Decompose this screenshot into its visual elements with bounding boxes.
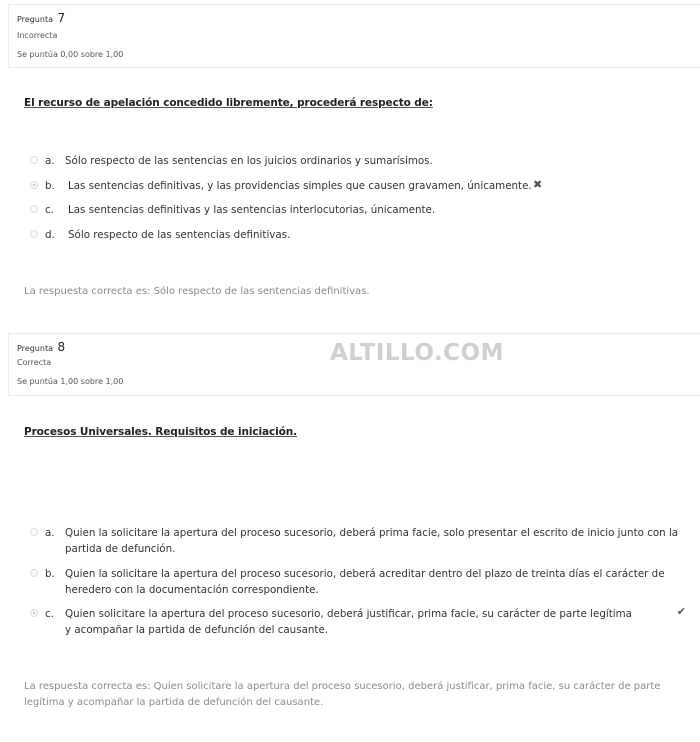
question-text: El recurso de apelación concedido libremente, procederá respecto de: (24, 97, 433, 109)
question-number (17, 340, 65, 354)
answer-text: Quien solicitare la apertura del proceso sucesorio, deberá justificar, prima facie, su carácter de parte legítima y acompañar la partida de defunción del causante. (65, 608, 632, 636)
question-state: Incorrecta (17, 31, 58, 40)
radio-button[interactable] (30, 230, 38, 238)
answer-letter: d. (45, 229, 55, 241)
watermark: ALTILLO.COM (330, 340, 504, 366)
answer-letter: a. (45, 527, 55, 539)
answer-letter: c. (45, 204, 54, 216)
radio-button[interactable] (30, 156, 38, 164)
radio-button[interactable] (30, 205, 38, 213)
question-number-value: 8 (57, 340, 66, 354)
question-label: Pregunta (17, 15, 53, 24)
answer-text: Quien la solicitare la apertura del proceso sucesorio, deberá acreditar dentro del plazo de treinta días el carácter de heredero con la documentación correspondiente. (65, 568, 665, 596)
answer-letter: a. (45, 155, 55, 167)
answer-letter: b. (45, 568, 55, 580)
question-grade: Se puntúa 1,00 sobre 1,00 (17, 377, 124, 386)
correct-check-icon: ✔ (676, 605, 686, 618)
answer-letter: b. (45, 180, 55, 192)
question-number (17, 11, 65, 25)
question-state: Correcta (17, 358, 52, 367)
incorrect-icon: ✖ (533, 178, 543, 191)
answer-text: Quien la solicitare la apertura del proceso sucesorio, deberá prima facie, solo presentar el escrito de inicio junto con la partida de defunción. (65, 527, 679, 555)
radio-button[interactable] (30, 569, 38, 577)
answer-text: Las sentencias definitivas y las sentencias interlocutorias, únicamente. (68, 204, 436, 216)
radio-button-selected[interactable] (30, 609, 38, 617)
answer-text: Las sentencias definitivas, y las providencias simples que causen gravamen, únicamente. (68, 180, 532, 192)
question-number-value: 7 (57, 11, 66, 25)
radio-button-selected[interactable] (30, 181, 38, 189)
radio-button[interactable] (30, 528, 38, 536)
question-grade: Se puntúa 0,00 sobre 1,00 (17, 50, 124, 59)
question-7-info (8, 4, 700, 68)
answer-letter: c. (45, 608, 54, 620)
correct-answer-feedback: La respuesta correcta es: Sólo respecto de las sentencias definitivas. (24, 286, 370, 297)
correct-answer-feedback: La respuesta correcta es: Quien solicitare la apertura del proceso sucesorio, deberá justificar, prima facie, su carácter de parte legítima y acompañar la partida de defunción del causante. (24, 681, 661, 708)
answer-text: Sólo respecto de las sentencias en los juicios ordinarios y sumarísimos. (65, 155, 433, 167)
question-label: Pregunta (17, 344, 53, 353)
answer-text: Sólo respecto de las sentencias definitivas. (68, 229, 291, 241)
question-text: Procesos Universales. Requisitos de iniciación. (24, 426, 297, 438)
